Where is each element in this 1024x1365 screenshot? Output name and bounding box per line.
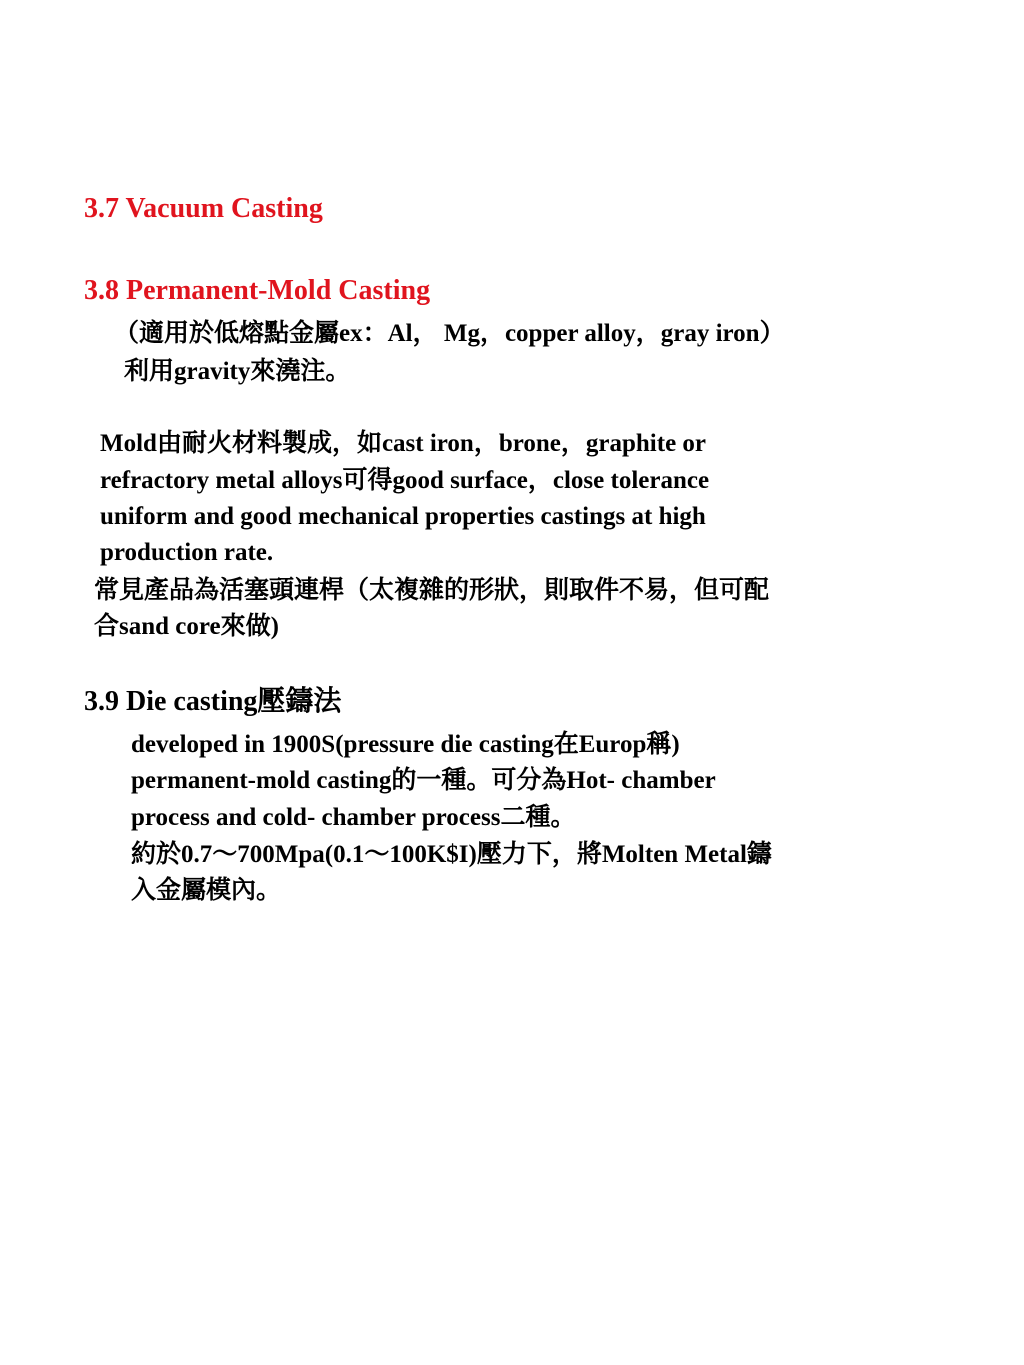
paragraph-line: production rate. — [100, 539, 274, 566]
section-heading-vacuum-casting: 3.7 Vacuum Casting — [84, 193, 323, 224]
paragraph-line: permanent-mold casting的一種。可分為Hot- chamber — [131, 767, 716, 794]
paragraph-line: refractory metal alloys可得good surface，close tolerance — [100, 467, 710, 494]
paragraph-line: uniform and good mechanical properties castings at high — [100, 503, 706, 530]
paragraph-line: 約於0.7～700Mpa(0.1～100K$I)壓力下，將Molten Metal鑄 — [131, 841, 772, 868]
section-heading-die-casting: 3.9 Die casting壓鑄法 — [84, 686, 342, 717]
paragraph-line: 合sand core來做) — [94, 613, 279, 640]
paragraph-line: 入金屬模內。 — [131, 877, 282, 904]
paragraph-line: （適用於低熔點金屬ex：Al， Mg，copper alloy，gray iron） — [114, 320, 785, 347]
paragraph-line: 利用gravity來澆注。 — [124, 358, 351, 385]
paragraph-line: Mold由耐火材料製成，如cast iron，brone，graphite or — [100, 430, 707, 457]
paragraph-line: 常見產品為活塞頭連桿（太複雜的形狀，則取件不易，但可配 — [94, 577, 770, 604]
paragraph-line: process and cold- chamber process二種。 — [131, 804, 576, 831]
paragraph-line: developed in 1900S(pressure die casting在Europ稱) — [131, 731, 680, 758]
section-heading-permanent-mold-casting: 3.8 Permanent-Mold Casting — [84, 275, 431, 306]
